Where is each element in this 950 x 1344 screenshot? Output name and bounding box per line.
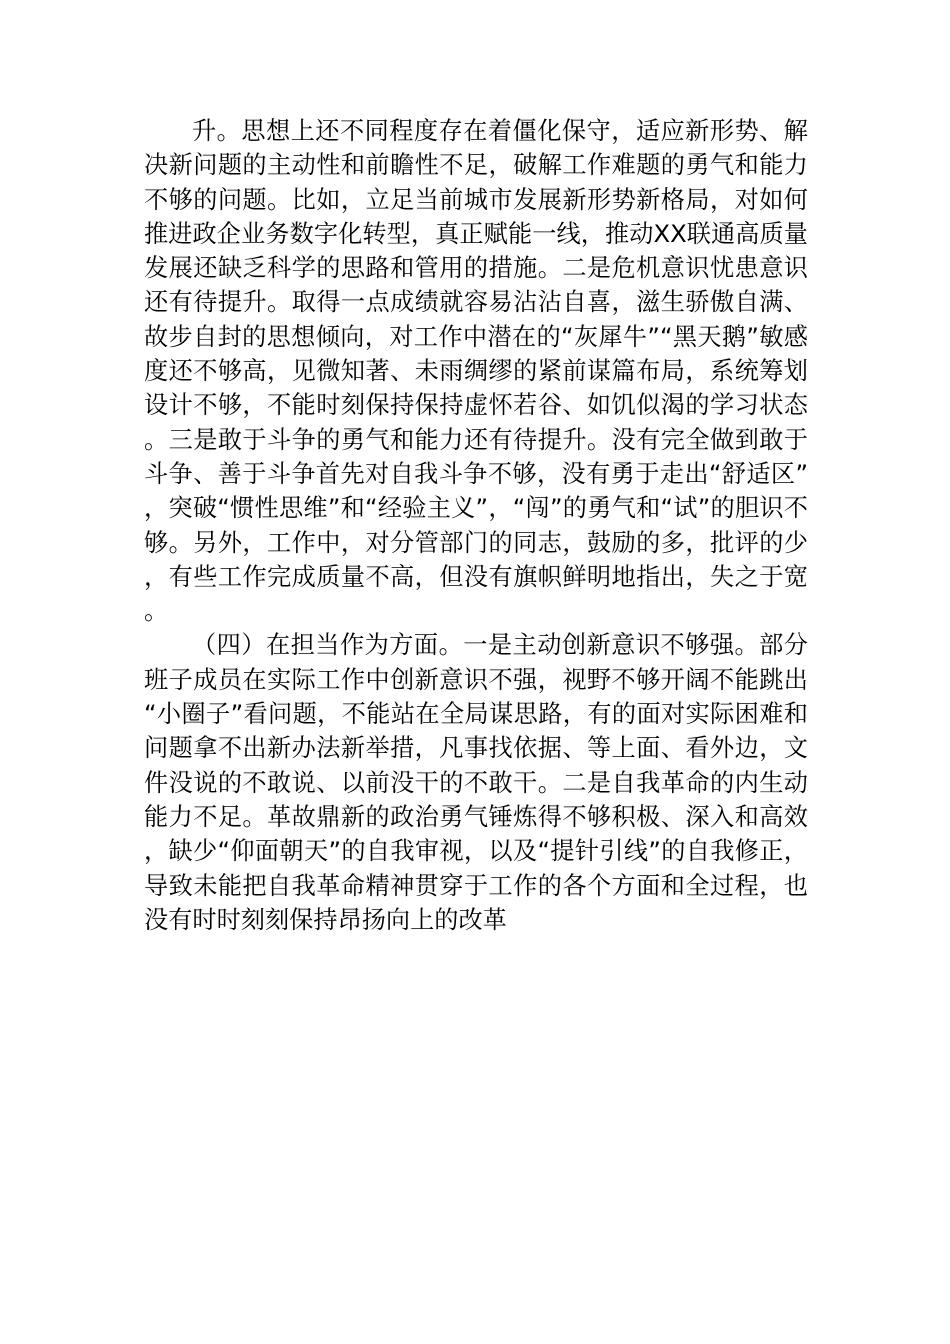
paragraph-1: 升。思想上还不同程度存在着僵化保守，适应新形势、解决新问题的主动性和前瞻性不足，破解工作难题的勇气和能力不够的问题。比如，立足当前城市发展新形势新格局，对如何推进政企业务数字化转型，真正赋能一线，推动XX联通高质量发展还缺乏科学的思路和管用的措施。二是危机意识忧患意识还有待提升。取得一点成绩就容易沾沾自喜，滋生骄傲自满、故步自封的思想倾向，对工作中潜在的“灰犀牛”“黑天鹅”敏感度还不够高，见微知著、未雨绸缪的紧前谋篇布局，系统筹划设计不够，不能时刻保持保持虚怀若谷、如饥似渴的学习状态。三是敢于斗争的勇气和能力还有待提升。没有完全做到敢于斗争、善于斗争首先对自我斗争不够，没有勇于走出“舒适区”，突破“惯性思维”和“经验主义”，“闯”的勇气和“试”的胆识不够。另外，工作中，对分管部门的同志，鼓励的多，批评的少，有些工作完成质量不高，但没有旗帜鲜明地指出，失之于宽。	[144, 117, 808, 626]
document-body	[144, 114, 808, 937]
paragraph-2: （四）在担当作为方面。一是主动创新意识不够强。部分班子成员在实际工作中创新意识不强，视野不够开阔不能跳出“小圈子”看问题，不能站在全局谋思路，有的面对实际困难和问题拿不出新办法新举措，凡事找依据、等上面、看外边，文件没说的不敢说、以前没干的不敢干。二是自我革命的内生动能力不足。革故鼎新的政治勇气锤炼得不够积极、深入和高效，缺少“仰面朝天”的自我审视，以及“提针引线”的自我修正，导致未能把自我革命精神贯穿于工作的各个方面和全过程，也没有时时刻刻保持昂扬向上的改革	[144, 631, 808, 934]
